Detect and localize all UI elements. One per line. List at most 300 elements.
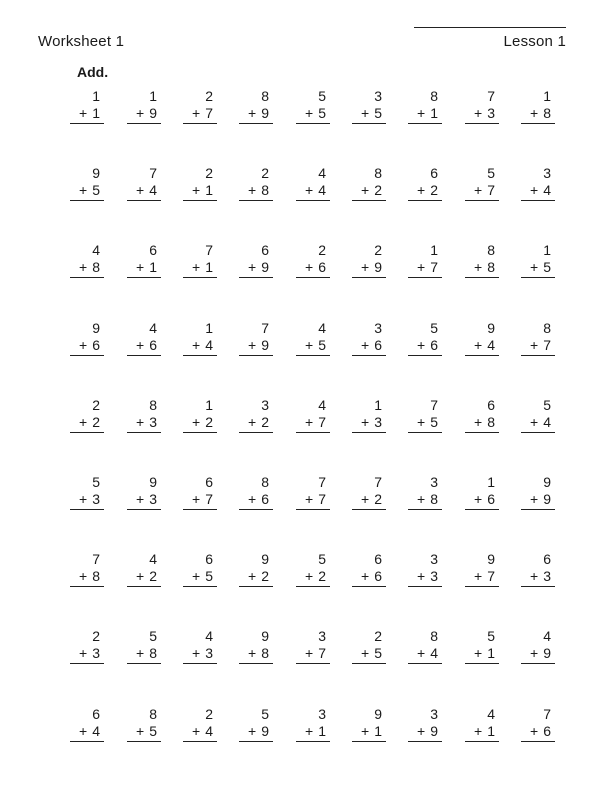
- plus-sign: +: [474, 722, 483, 739]
- problem-bottom-number: 5: [374, 105, 382, 121]
- problem-bottom-number: 3: [374, 413, 382, 430]
- problem-top-number: 4: [318, 319, 326, 336]
- problem-top-number: 4: [149, 319, 157, 336]
- problem-bottom-number: 7: [430, 259, 438, 276]
- addition-problem: [70, 551, 104, 587]
- plus-sign: +: [305, 722, 314, 739]
- addition-problem: [352, 551, 386, 587]
- addition-problem: [127, 397, 161, 433]
- plus-sign: +: [79, 259, 88, 276]
- problem-bottom-number: 9: [543, 491, 551, 507]
- addition-problem: [352, 397, 386, 433]
- problem-bottom-number: 1: [149, 259, 157, 276]
- problem-bottom-number: 3: [149, 491, 157, 507]
- addition-problem: [465, 242, 499, 278]
- plus-sign: +: [417, 105, 426, 121]
- problem-bottom-number: 1: [205, 259, 213, 276]
- problem-bottom-number: 9: [261, 259, 269, 276]
- plus-sign: +: [192, 259, 201, 276]
- plus-sign: +: [474, 182, 483, 199]
- problem-bottom-row: [296, 105, 330, 124]
- plus-sign: +: [417, 336, 426, 353]
- problem-bottom-number: 8: [487, 259, 495, 276]
- plus-sign: +: [79, 645, 88, 662]
- plus-sign: +: [417, 491, 426, 507]
- plus-sign: +: [248, 336, 257, 353]
- problem-bottom-row: [521, 414, 555, 433]
- problem-bottom-number: 4: [487, 336, 495, 353]
- addition-problem: [127, 320, 161, 356]
- problem-top-number: 1: [374, 396, 382, 413]
- problem-top-number: 5: [318, 551, 326, 568]
- plus-sign: +: [136, 722, 145, 739]
- problem-bottom-row: [70, 105, 104, 124]
- problem-top-number: 4: [487, 705, 495, 722]
- problem-bottom-number: 4: [92, 722, 100, 739]
- plus-sign: +: [136, 491, 145, 507]
- problem-bottom-row: [465, 105, 499, 124]
- problem-bottom-row: [465, 723, 499, 742]
- addition-problem: [70, 320, 104, 356]
- plus-sign: +: [248, 491, 257, 507]
- plus-sign: +: [192, 491, 201, 507]
- problem-bottom-row: [408, 414, 442, 433]
- problem-bottom-number: 6: [149, 336, 157, 353]
- addition-problem: [183, 397, 217, 433]
- problem-bottom-row: [296, 645, 330, 664]
- problem-bottom-number: 6: [92, 336, 100, 353]
- problem-bottom-number: 8: [430, 491, 438, 507]
- problem-bottom-number: 5: [318, 105, 326, 121]
- problem-bottom-number: 2: [205, 413, 213, 430]
- addition-problem: [127, 474, 161, 510]
- problem-top-number: 2: [205, 705, 213, 722]
- problem-bottom-row: [408, 105, 442, 124]
- problem-bottom-row: [239, 182, 273, 201]
- problem-bottom-row: [521, 491, 555, 510]
- problem-top-number: 4: [318, 165, 326, 182]
- problem-bottom-number: 2: [430, 182, 438, 199]
- addition-problem: [127, 242, 161, 278]
- problem-bottom-row: [70, 182, 104, 201]
- problem-bottom-number: 2: [261, 413, 269, 430]
- problem-top-number: 8: [487, 242, 495, 259]
- addition-problem: [408, 397, 442, 433]
- problem-top-number: 8: [430, 88, 438, 104]
- addition-problem: [521, 474, 555, 510]
- problem-bottom-row: [521, 105, 555, 124]
- problem-top-number: 6: [261, 242, 269, 259]
- problem-bottom-number: 7: [487, 568, 495, 585]
- problem-top-number: 7: [374, 474, 382, 490]
- problem-bottom-number: 8: [149, 645, 157, 662]
- addition-problem: [183, 320, 217, 356]
- addition-problem: [70, 474, 104, 510]
- problem-top-number: 6: [487, 396, 495, 413]
- problem-top-number: 7: [261, 319, 269, 336]
- problem-top-number: 4: [92, 242, 100, 259]
- problem-top-number: 5: [318, 88, 326, 104]
- problem-bottom-row: [239, 568, 273, 587]
- problem-top-number: 4: [543, 628, 551, 645]
- plus-sign: +: [417, 568, 426, 585]
- plus-sign: +: [136, 645, 145, 662]
- plus-sign: +: [136, 413, 145, 430]
- addition-problem: [465, 551, 499, 587]
- problem-top-number: 6: [430, 165, 438, 182]
- addition-problem: [465, 397, 499, 433]
- problem-bottom-row: [183, 105, 217, 124]
- plus-sign: +: [136, 568, 145, 585]
- problem-bottom-number: 6: [487, 491, 495, 507]
- plus-sign: +: [474, 645, 483, 662]
- problem-top-number: 7: [318, 474, 326, 490]
- plus-sign: +: [361, 645, 370, 662]
- problem-top-number: 4: [149, 551, 157, 568]
- plus-sign: +: [417, 645, 426, 662]
- addition-problem: [70, 628, 104, 664]
- problem-bottom-number: 1: [318, 722, 326, 739]
- problem-bottom-row: [408, 723, 442, 742]
- problem-bottom-number: 3: [92, 491, 100, 507]
- plus-sign: +: [305, 568, 314, 585]
- problem-bottom-row: [127, 645, 161, 664]
- problem-bottom-row: [296, 723, 330, 742]
- addition-problem: [296, 474, 330, 510]
- problem-top-number: 8: [374, 165, 382, 182]
- problem-bottom-number: 9: [261, 336, 269, 353]
- problem-bottom-row: [183, 414, 217, 433]
- problem-bottom-row: [70, 337, 104, 356]
- addition-problem: [239, 706, 273, 742]
- addition-problem: [183, 551, 217, 587]
- problem-bottom-number: 9: [543, 645, 551, 662]
- problem-top-number: 7: [149, 165, 157, 182]
- plus-sign: +: [248, 182, 257, 199]
- problem-bottom-row: [352, 259, 386, 278]
- plus-sign: +: [136, 259, 145, 276]
- addition-problem: [465, 165, 499, 201]
- addition-problem: [465, 320, 499, 356]
- addition-problem: [296, 242, 330, 278]
- addition-problem: [70, 165, 104, 201]
- problem-bottom-number: 4: [318, 182, 326, 199]
- problem-top-number: 1: [543, 88, 551, 104]
- problem-bottom-number: 4: [149, 182, 157, 199]
- problem-top-number: 7: [543, 705, 551, 722]
- problem-bottom-row: [465, 645, 499, 664]
- worksheet-title: Worksheet 1: [38, 33, 125, 50]
- addition-problem: [183, 165, 217, 201]
- problem-bottom-number: 3: [543, 568, 551, 585]
- problem-bottom-row: [183, 337, 217, 356]
- problem-top-number: 5: [261, 705, 269, 722]
- problem-bottom-row: [352, 645, 386, 664]
- addition-problem: [521, 242, 555, 278]
- addition-problem: [521, 706, 555, 742]
- plus-sign: +: [530, 182, 539, 199]
- problem-bottom-row: [127, 414, 161, 433]
- problem-bottom-number: 1: [487, 645, 495, 662]
- problem-bottom-row: [70, 645, 104, 664]
- plus-sign: +: [530, 105, 539, 121]
- plus-sign: +: [361, 182, 370, 199]
- addition-problem: [521, 551, 555, 587]
- problem-bottom-number: 9: [261, 722, 269, 739]
- problem-top-number: 4: [318, 396, 326, 413]
- problem-bottom-row: [352, 568, 386, 587]
- problem-top-number: 7: [92, 551, 100, 568]
- addition-problem: [296, 551, 330, 587]
- problem-bottom-number: 5: [374, 645, 382, 662]
- plus-sign: +: [79, 491, 88, 507]
- problem-bottom-row: [408, 645, 442, 664]
- problem-bottom-number: 1: [430, 105, 438, 121]
- plus-sign: +: [417, 722, 426, 739]
- problem-top-number: 9: [261, 551, 269, 568]
- addition-problem: [296, 628, 330, 664]
- plus-sign: +: [248, 645, 257, 662]
- addition-problem: [521, 628, 555, 664]
- plus-sign: +: [192, 105, 201, 121]
- addition-problem: [352, 88, 386, 124]
- problem-bottom-row: [127, 491, 161, 510]
- plus-sign: +: [305, 645, 314, 662]
- problem-bottom-number: 4: [543, 413, 551, 430]
- plus-sign: +: [136, 182, 145, 199]
- problem-bottom-row: [521, 723, 555, 742]
- problem-top-number: 3: [430, 705, 438, 722]
- addition-problem: [352, 628, 386, 664]
- problem-bottom-number: 5: [430, 413, 438, 430]
- problem-top-number: 9: [149, 474, 157, 490]
- lesson-label: Lesson 1: [503, 33, 566, 50]
- problem-bottom-row: [183, 259, 217, 278]
- problem-top-number: 1: [205, 396, 213, 413]
- problem-top-number: 2: [205, 88, 213, 104]
- problem-bottom-number: 3: [149, 413, 157, 430]
- problem-bottom-number: 4: [205, 336, 213, 353]
- addition-problem: [521, 88, 555, 124]
- addition-problem: [296, 706, 330, 742]
- problem-bottom-row: [352, 414, 386, 433]
- problem-bottom-number: 6: [318, 259, 326, 276]
- problem-bottom-row: [465, 337, 499, 356]
- problem-top-number: 9: [261, 628, 269, 645]
- problem-bottom-row: [521, 182, 555, 201]
- problem-bottom-row: [239, 105, 273, 124]
- problem-bottom-row: [239, 723, 273, 742]
- problem-top-number: 6: [205, 551, 213, 568]
- problem-bottom-row: [239, 414, 273, 433]
- plus-sign: +: [192, 182, 201, 199]
- addition-problem: [127, 706, 161, 742]
- problem-bottom-number: 2: [261, 568, 269, 585]
- addition-problem: [352, 320, 386, 356]
- problem-top-number: 1: [92, 88, 100, 104]
- addition-problem: [521, 320, 555, 356]
- plus-sign: +: [361, 568, 370, 585]
- problem-bottom-row: [521, 259, 555, 278]
- problem-bottom-number: 3: [92, 645, 100, 662]
- problem-bottom-row: [183, 645, 217, 664]
- problem-bottom-number: 2: [374, 491, 382, 507]
- plus-sign: +: [530, 259, 539, 276]
- problem-top-number: 9: [543, 474, 551, 490]
- addition-problem: [127, 88, 161, 124]
- addition-problem: [408, 320, 442, 356]
- problem-bottom-row: [465, 414, 499, 433]
- problem-bottom-row: [465, 182, 499, 201]
- problem-bottom-row: [352, 182, 386, 201]
- problem-bottom-number: 7: [543, 336, 551, 353]
- problem-top-number: 5: [430, 319, 438, 336]
- plus-sign: +: [530, 645, 539, 662]
- addition-problem: [352, 242, 386, 278]
- problem-bottom-number: 9: [430, 722, 438, 739]
- plus-sign: +: [192, 568, 201, 585]
- addition-problem: [183, 474, 217, 510]
- addition-problem: [70, 706, 104, 742]
- problem-top-number: 5: [543, 396, 551, 413]
- addition-problem: [296, 88, 330, 124]
- addition-problem: [408, 474, 442, 510]
- problem-bottom-row: [352, 105, 386, 124]
- problem-bottom-number: 9: [374, 259, 382, 276]
- problem-bottom-row: [521, 337, 555, 356]
- addition-problem: [408, 88, 442, 124]
- addition-problem: [408, 242, 442, 278]
- problem-bottom-row: [239, 259, 273, 278]
- plus-sign: +: [361, 722, 370, 739]
- problem-top-number: 9: [374, 705, 382, 722]
- problem-bottom-number: 5: [318, 336, 326, 353]
- plus-sign: +: [530, 413, 539, 430]
- plus-sign: +: [136, 336, 145, 353]
- problem-top-number: 3: [374, 319, 382, 336]
- problem-top-number: 6: [205, 474, 213, 490]
- problem-top-number: 8: [430, 628, 438, 645]
- addition-problem: [408, 628, 442, 664]
- addition-problem: [70, 88, 104, 124]
- plus-sign: +: [417, 259, 426, 276]
- problem-top-number: 6: [374, 551, 382, 568]
- problem-top-number: 7: [487, 88, 495, 104]
- problem-bottom-number: 9: [149, 105, 157, 121]
- problem-bottom-row: [70, 414, 104, 433]
- problem-top-number: 7: [205, 242, 213, 259]
- plus-sign: +: [474, 259, 483, 276]
- problem-top-number: 5: [487, 165, 495, 182]
- problem-top-number: 9: [92, 165, 100, 182]
- problem-top-number: 6: [92, 705, 100, 722]
- problem-bottom-number: 5: [205, 568, 213, 585]
- problem-bottom-row: [296, 337, 330, 356]
- problem-bottom-row: [70, 491, 104, 510]
- problem-bottom-row: [408, 337, 442, 356]
- problem-bottom-number: 8: [543, 105, 551, 121]
- problem-bottom-number: 4: [430, 645, 438, 662]
- problem-top-number: 9: [487, 319, 495, 336]
- problem-bottom-row: [296, 259, 330, 278]
- problem-bottom-row: [239, 491, 273, 510]
- addition-problem: [465, 706, 499, 742]
- addition-problem: [239, 474, 273, 510]
- addition-problem: [296, 320, 330, 356]
- problem-bottom-row: [521, 568, 555, 587]
- problem-bottom-row: [465, 568, 499, 587]
- addition-problem: [521, 165, 555, 201]
- problem-top-number: 8: [543, 319, 551, 336]
- problem-bottom-number: 2: [149, 568, 157, 585]
- problem-top-number: 7: [430, 396, 438, 413]
- problem-bottom-number: 6: [261, 491, 269, 507]
- problem-bottom-number: 3: [430, 568, 438, 585]
- problem-bottom-number: 4: [543, 182, 551, 199]
- problem-bottom-row: [296, 491, 330, 510]
- addition-problem: [127, 628, 161, 664]
- problem-bottom-row: [183, 568, 217, 587]
- plus-sign: +: [305, 413, 314, 430]
- plus-sign: +: [474, 105, 483, 121]
- plus-sign: +: [361, 336, 370, 353]
- problem-bottom-row: [352, 491, 386, 510]
- problem-bottom-number: 8: [92, 568, 100, 585]
- problem-bottom-number: 8: [487, 413, 495, 430]
- addition-problem: [521, 397, 555, 433]
- problem-top-number: 3: [543, 165, 551, 182]
- problem-bottom-number: 3: [487, 105, 495, 121]
- problem-top-number: 9: [487, 551, 495, 568]
- problem-bottom-number: 7: [318, 645, 326, 662]
- plus-sign: +: [530, 722, 539, 739]
- problem-bottom-row: [352, 723, 386, 742]
- addition-problem: [408, 551, 442, 587]
- problem-bottom-row: [521, 645, 555, 664]
- problem-bottom-number: 1: [487, 722, 495, 739]
- problem-bottom-number: 7: [205, 491, 213, 507]
- problem-bottom-row: [239, 337, 273, 356]
- problem-top-number: 1: [205, 319, 213, 336]
- addition-problem: [239, 628, 273, 664]
- problem-top-number: 3: [318, 705, 326, 722]
- plus-sign: +: [305, 491, 314, 507]
- plus-sign: +: [361, 491, 370, 507]
- problem-top-number: 2: [374, 628, 382, 645]
- problem-bottom-row: [296, 568, 330, 587]
- addition-problem: [352, 706, 386, 742]
- problem-top-number: 5: [149, 628, 157, 645]
- problem-top-number: 8: [261, 88, 269, 104]
- problem-bottom-row: [465, 491, 499, 510]
- problem-bottom-row: [70, 259, 104, 278]
- problem-bottom-row: [127, 723, 161, 742]
- plus-sign: +: [79, 336, 88, 353]
- problem-bottom-row: [408, 491, 442, 510]
- plus-sign: +: [248, 568, 257, 585]
- problem-top-number: 9: [92, 319, 100, 336]
- problem-bottom-row: [127, 182, 161, 201]
- problem-bottom-number: 2: [92, 413, 100, 430]
- plus-sign: +: [417, 182, 426, 199]
- problem-bottom-number: 6: [374, 568, 382, 585]
- addition-problem: [239, 165, 273, 201]
- addition-problem: [183, 88, 217, 124]
- problem-bottom-number: 5: [543, 259, 551, 276]
- plus-sign: +: [305, 105, 314, 121]
- plus-sign: +: [192, 722, 201, 739]
- problem-bottom-number: 2: [318, 568, 326, 585]
